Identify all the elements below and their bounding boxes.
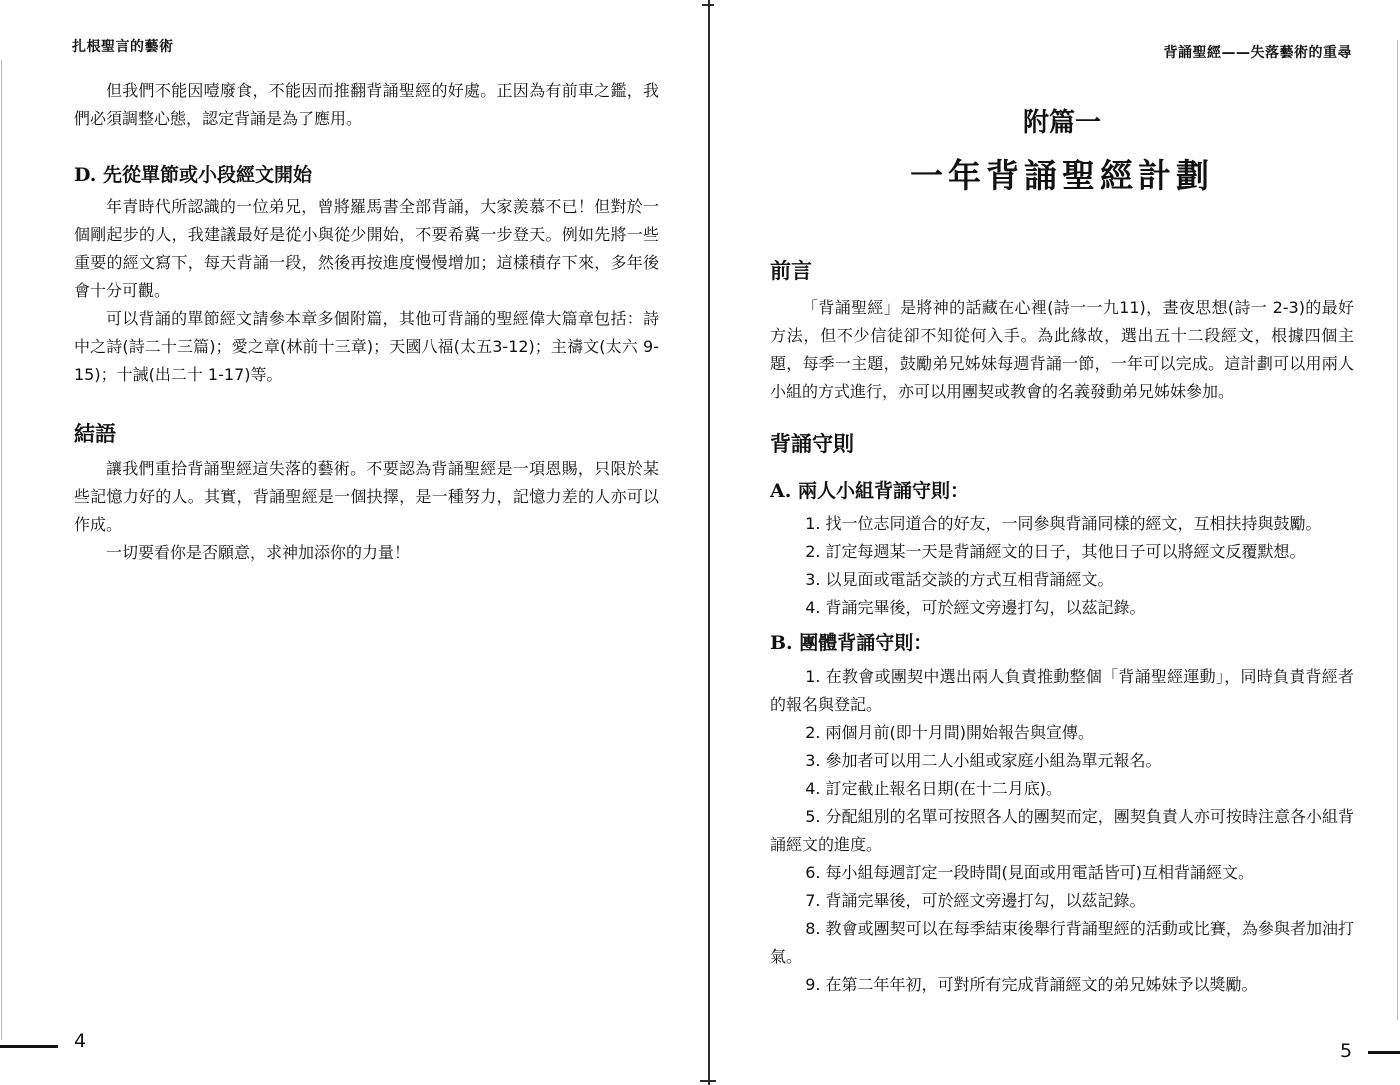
book-spine xyxy=(708,0,710,1085)
footer-rule xyxy=(1368,1051,1400,1054)
section-heading: 結語 xyxy=(74,422,116,446)
footer-rule xyxy=(0,1045,58,1048)
list-item: 4. 訂定截止報名日期(在十二月底)。 xyxy=(805,779,1063,798)
paragraph: 讓我們重拾背誦聖經這失落的藝術。不要認為背誦聖經是一項恩賜，只限於某些記憶力好的人。其實，背誦聖經是一個抉擇，是一種努力，記憶力差的人亦可以作成。 xyxy=(74,459,659,534)
list-item: 2. 訂定每週某一天是背誦經文的日子，其他日子可以將經文反覆默想。 xyxy=(805,542,1306,561)
appendix-title: 一年背誦聖經計劃 xyxy=(910,156,1214,195)
list-item: 3. 以見面或電話交談的方式互相背誦經文。 xyxy=(805,570,1114,589)
paragraph: 年青時代所認識的一位弟兄，曾將羅馬書全部背誦，大家羨慕不已！但對於一個剛起步的人，我建議最好是從小與從少開始，不要希冀一步登天。例如先將一些重要的經文寫下，每天背誦一段，然後再按進度慢慢增加；這樣積存下來，多年後會十分可觀。 xyxy=(74,197,659,300)
list-item: 6. 每小組每週訂定一段時間(見面或用電話皆可)互相背誦經文。 xyxy=(805,863,1255,882)
section-heading: D. 先從單節或小段經文開始 xyxy=(74,164,313,186)
paragraph: 但我們不能因噎廢食，不能因而推翻背誦聖經的好處。正因為有前車之鑑，我們必須調整心態，認定背誦是為了應用。 xyxy=(74,81,659,128)
right-page xyxy=(712,0,1400,1085)
subsection-heading: B. 團體背誦守則： xyxy=(770,632,933,654)
list-item: 3. 參加者可以用二人小組或家庭小組為單元報名。 xyxy=(805,751,1162,770)
list-item: 1. 找一位志同道合的好友，一同參與背誦同樣的經文，互相扶持與鼓勵。 xyxy=(805,514,1322,533)
list-item: 1. 在教會或團契中選出兩人負責推動整個「背誦聖經運動」，同時負責背經者的報名與登記。 xyxy=(770,667,1354,714)
running-head: 扎根聖言的藝術 xyxy=(72,39,174,55)
section-heading: 前言 xyxy=(770,259,812,283)
page-number: 5 xyxy=(1340,1040,1353,1062)
rules-list xyxy=(770,510,1354,622)
paragraph: 一切要看你是否願意，求神加添你的力量！ xyxy=(106,543,411,562)
list-item: 9. 在第二年年初，可對所有完成背誦經文的弟兄姊妹予以獎勵。 xyxy=(805,975,1258,994)
section-heading: 背誦守則 xyxy=(770,432,854,456)
page-number: 4 xyxy=(74,1030,87,1052)
paragraph: 可以背誦的單節經文請參本章多個附篇，其他可背誦的聖經偉大篇章包括：詩中之詩(詩二十三篇)；愛之章(林前十三章)；天國八福(太五3-12)；主禱文(太六 9-15)；十誡(出二十 1-17)等。 xyxy=(74,309,659,384)
rules-list xyxy=(770,663,1354,999)
list-item: 5. 分配組別的名單可按照各人的團契而定，團契負責人亦可按時注意各小組背誦經文的進度。 xyxy=(770,807,1354,854)
paragraph: 「背誦聖經」是將神的話藏在心裡(詩一一九11)，晝夜思想(詩一 2-3)的最好方法，但不少信徒卻不知從何入手。為此緣故，選出五十二段經文，根據四個主題，每季一主題，鼓勵弟兄姊妹每週背誦一節，一年可以完成。這計劃可以用兩人小組的方式進行，亦可以用團契或教會的名義發動弟兄姊妹參加。 xyxy=(770,298,1354,401)
list-item: 4. 背誦完畢後，可於經文旁邊打勾，以茲記錄。 xyxy=(805,598,1146,617)
appendix-label: 附篇一 xyxy=(1022,108,1101,138)
list-item: 7. 背誦完畢後，可於經文旁邊打勾，以茲記錄。 xyxy=(805,891,1146,910)
running-head: 背誦聖經——失落藝術的重尋 xyxy=(1163,45,1352,61)
list-item: 8. 教會或團契可以在每季結束後舉行背誦聖經的活動或比賽，為參與者加油打氣。 xyxy=(770,919,1354,966)
list-item: 2. 兩個月前(即十月間)開始報告與宣傳。 xyxy=(805,723,1095,742)
subsection-heading: A. 兩人小組背誦守則： xyxy=(770,480,969,502)
